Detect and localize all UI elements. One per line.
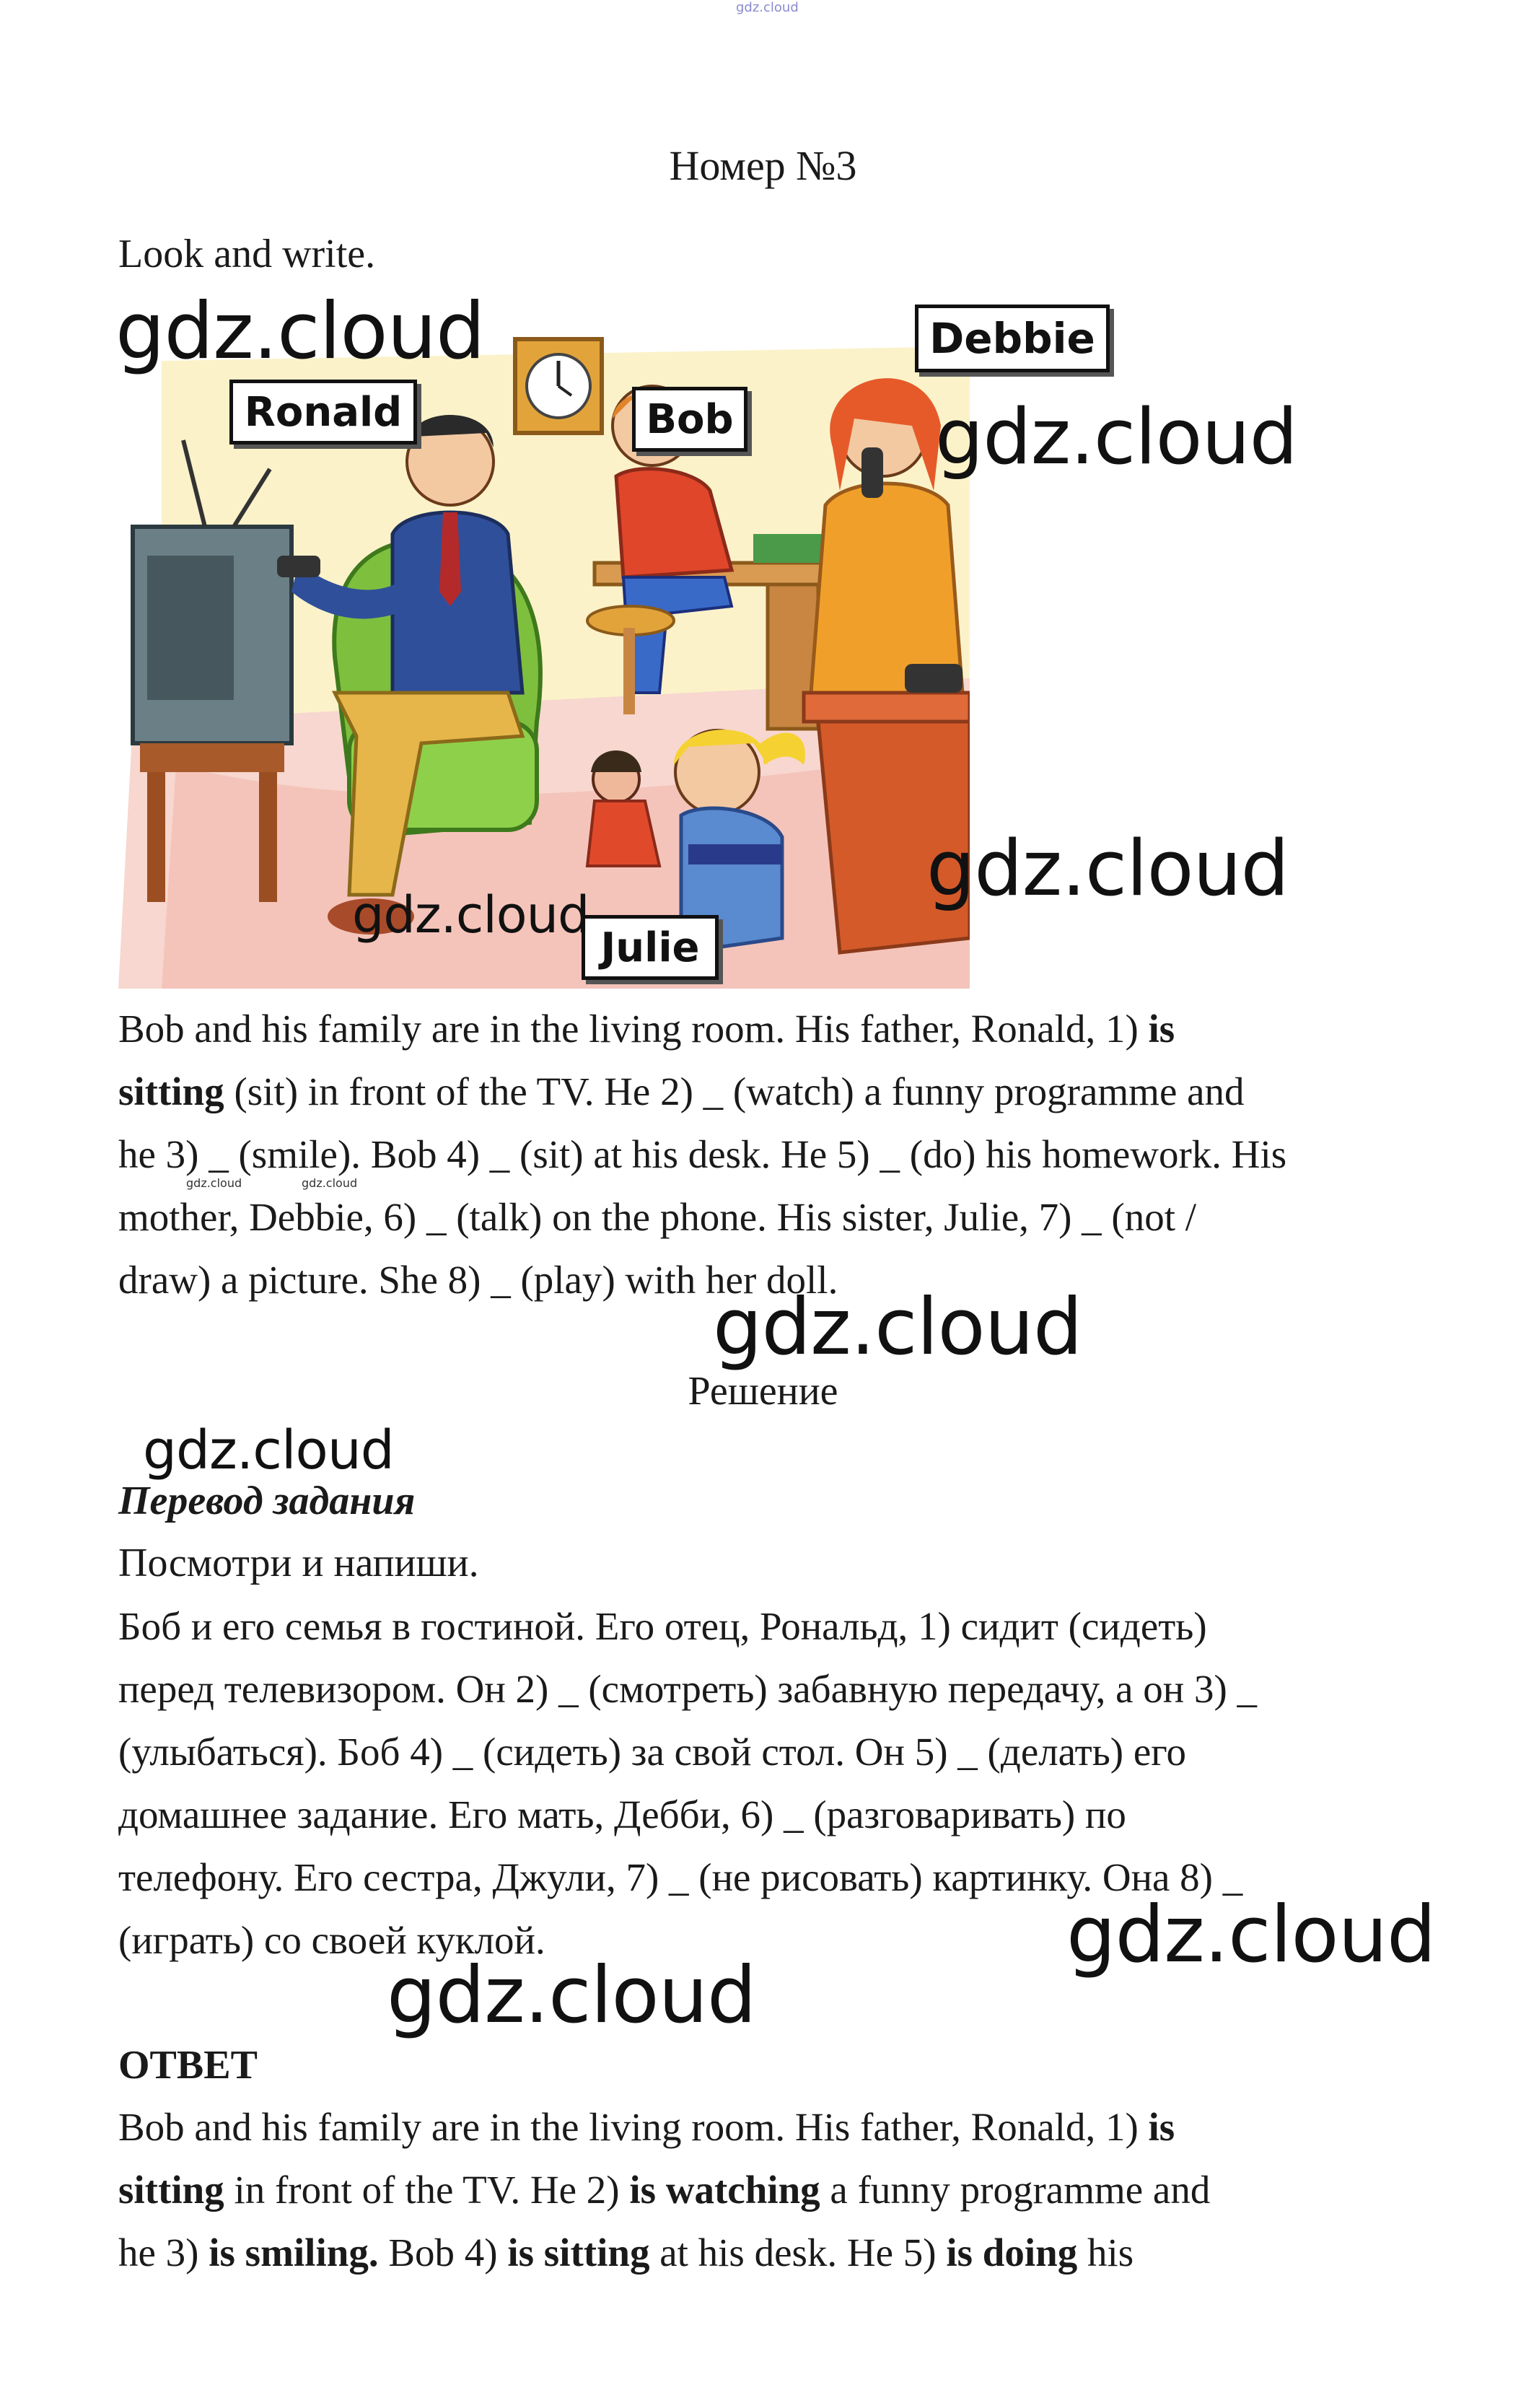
task-line: Bob and his family are in the living room. His father, Ronald, 1) is: [118, 1007, 1175, 1051]
watermark: gdz.cloud: [143, 1419, 394, 1481]
translation-line: Боб и его семья в гостиной. Его отец, Рональд, 1) сидит (сидеть): [118, 1604, 1207, 1648]
label-julie: Julie: [582, 915, 719, 980]
watermark: gdz.cloud: [352, 885, 589, 945]
translation-heading: Перевод задания: [118, 1479, 416, 1523]
translation-line: перед телевизором. Он 2) _ (смотреть) забавную передачу, а он 3) _: [118, 1667, 1258, 1711]
task-instruction: Look and write.: [118, 232, 376, 276]
label-bob: Bob: [632, 387, 747, 452]
task-line: draw) a picture. She 8) _ (play) with her doll.: [118, 1258, 838, 1302]
translation-line: телефону. Его сестра, Джули, 7) _ (не рисовать) картинку. Она 8) _: [118, 1855, 1243, 1899]
page-title: Номер №3: [669, 142, 857, 189]
task-line: sitting (sit) in front of the TV. He 2) _ (watch) a funny programme and: [118, 1069, 1245, 1113]
translation-line: (улыбаться). Боб 4) _ (сидеть) за свой стол. Он 5) _ (делать) его: [118, 1730, 1186, 1774]
task-line: he 3) _ (smile). Bob 4) _ (sit) at his desk. He 5) _ (do) his homework. His: [118, 1132, 1287, 1176]
tiny-watermark: gdz.cloud: [302, 1176, 358, 1190]
answer-line: Bob and his family are in the living room. His father, Ronald, 1) is: [118, 2105, 1175, 2149]
translation-line: домашнее задание. Его мать, Дебби, 6) _ (разговаривать) по: [118, 1792, 1126, 1836]
label-ronald: Ronald: [229, 380, 417, 445]
answer-heading: ОТВЕТ: [118, 2043, 258, 2088]
watermark: gdz.cloud: [1066, 1890, 1436, 1980]
task-paragraph: [118, 997, 1286, 1311]
watermark: gdz.cloud: [713, 1282, 1082, 1372]
answer-line: sitting in front of the TV. He 2) is watching a funny programme and: [118, 2168, 1211, 2212]
label-debbie: Debbie: [915, 305, 1110, 372]
watermark: gdz.cloud: [935, 393, 1297, 481]
solution-heading: Решение: [688, 1369, 838, 1414]
tiny-watermark: gdz.cloud: [186, 1176, 242, 1190]
translation-line: (играть) со своей куклой.: [118, 1918, 545, 1962]
translation-instruction: Посмотри и напиши.: [118, 1541, 479, 1585]
watermark: gdz.cloud: [926, 824, 1289, 913]
task-line: mother, Debbie, 6) _ (talk) on the phone. His sister, Julie, 7) _ (not /: [118, 1195, 1197, 1239]
watermark: gdz.cloud: [387, 1951, 756, 2041]
answer-paragraph: [118, 2096, 1210, 2284]
answer-line: he 3) is smiling. Bob 4) is sitting at his desk. He 5) is doing his: [118, 2230, 1134, 2275]
watermark: gdz.cloud: [115, 286, 485, 377]
top-watermark: gdz.cloud: [736, 0, 799, 15]
